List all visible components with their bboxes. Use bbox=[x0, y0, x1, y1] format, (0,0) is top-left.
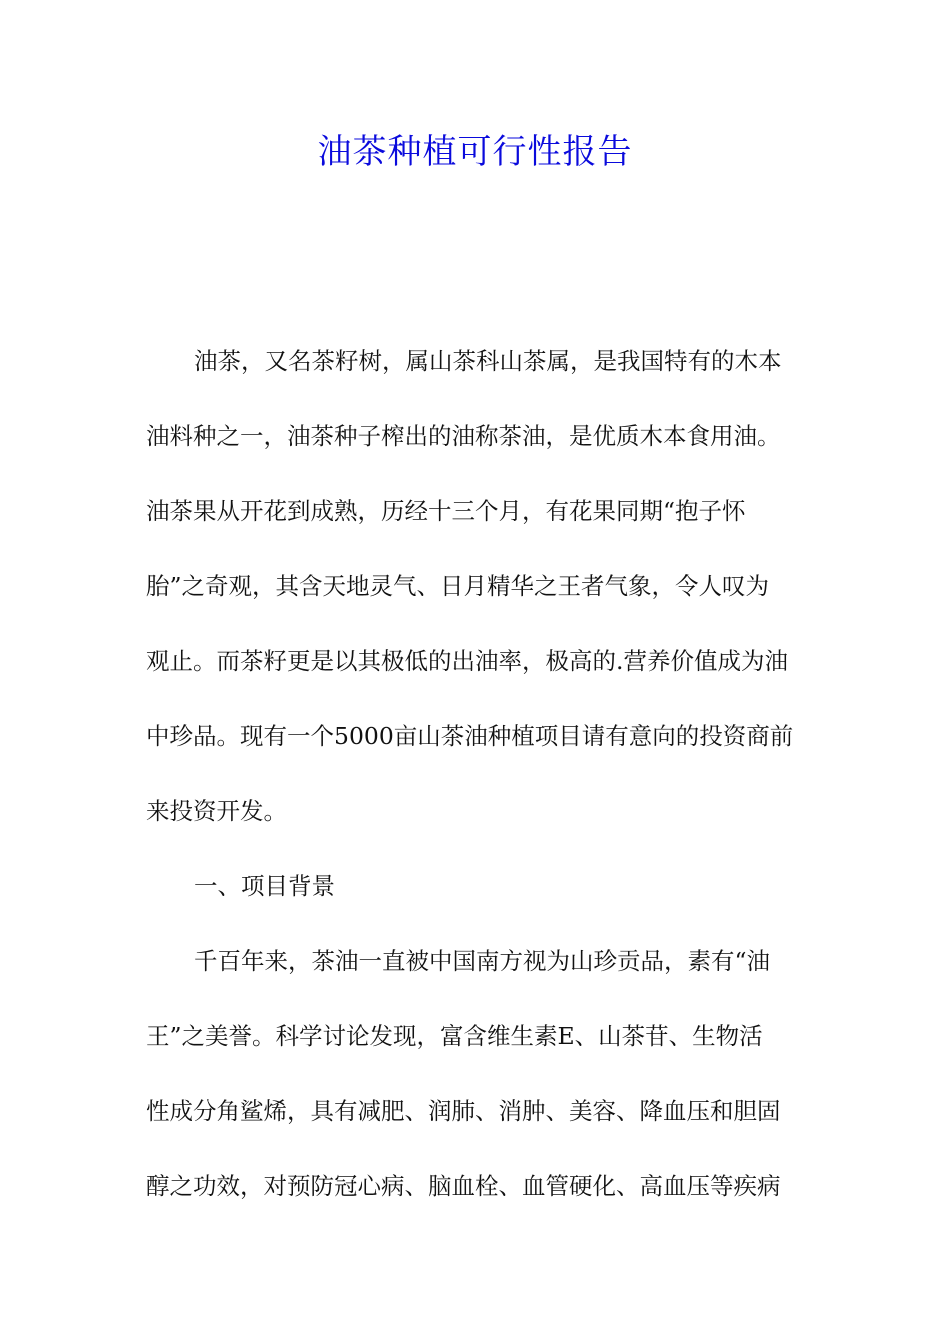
paragraph-line: 油茶果从开花到成熟，历经十三个月，有花果同期“抱子怀 bbox=[146, 497, 746, 525]
paragraph-line: 来投资开发。 bbox=[146, 797, 287, 825]
paragraph-line: 油料种之一，油茶种子榨出的油称茶油，是优质木本食用油。 bbox=[146, 422, 781, 450]
paragraph-line: 油茶，又名茶籽树，属山茶科山茶属，是我国特有的木本 bbox=[194, 347, 782, 375]
paragraph-line: 王”之美誉。科学讨论发现，富含维生素E、山茶苷、生物活 bbox=[146, 1022, 763, 1050]
paragraph-line: 千百年来，茶油一直被中国南方视为山珍贡品，素有“油 bbox=[194, 947, 771, 975]
paragraph-line: 观止。而茶籽更是以其极低的出油率，极高的.营养价值成为油 bbox=[146, 647, 788, 675]
document-title: 油茶种植可行性报告 bbox=[317, 132, 633, 172]
paragraph-line: 中珍品。现有一个5000亩山茶油种植项目请有意向的投资商前 bbox=[146, 722, 794, 750]
document-body bbox=[146, 340, 806, 1240]
paragraph-line: 性成分角鲨烯，具有减肥、润肺、消肿、美容、降血压和胆固 bbox=[146, 1097, 781, 1125]
paragraph-line: 胎”之奇观，其含天地灵气、日月精华之王者气象，令人叹为 bbox=[146, 572, 770, 600]
section-heading: 一、项目背景 bbox=[194, 872, 335, 900]
paragraph-line: 醇之功效，对预防冠心病、脑血栓、血管硬化、高血压等疾病 bbox=[146, 1172, 781, 1200]
